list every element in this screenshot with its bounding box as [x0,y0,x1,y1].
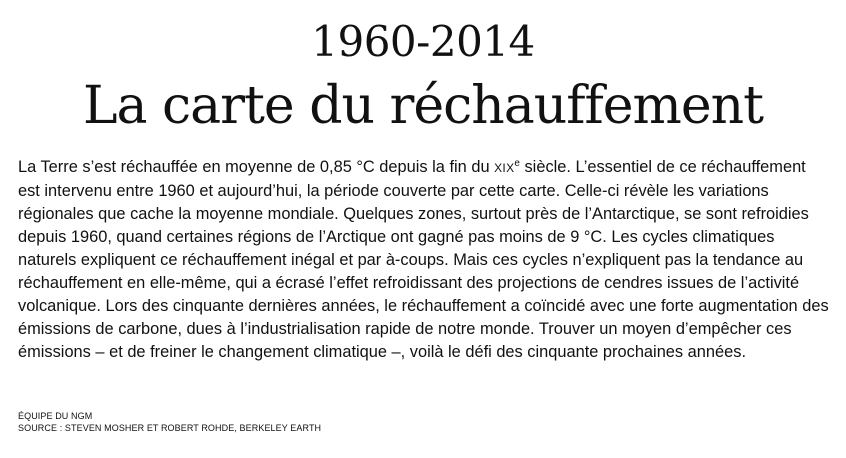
century-suffix: e [514,158,520,169]
credit-team: ÉQUIPE DU NGM [18,411,93,421]
credits-block [18,411,321,434]
century-roman-numeral: XIX [494,161,515,175]
article-body [18,156,830,364]
article-text-part-1: La Terre s’est réchauffée en moyenne de 0,85 °C depuis la fin du [18,158,495,176]
header-kicker-years: 1960-2014 [311,17,535,66]
page-title: La carte du réchauffement [82,76,764,136]
credit-source: SOURCE : STEVEN MOSHER ET ROBERT ROHDE, BERKELEY EARTH [18,422,322,433]
article-text-part-2: siècle. L’essentiel de ce réchauffement est intervenu entre 1960 et aujourd’hui, la période couverte par cette carte. Celle-ci révèle les variations régionales que cache la moyenne mondiale. Quelques zones, surtout près de l’Antarctique, se sont refroidies depuis 1960, quand certaines régions de l’Arctique ont gagné pas moins de 9 °C. Les cycles climatiques naturels expliquent ce réchauffement inégal et par à-coups. Mais ces cycles n’expliquent pas la tendance au réchauffement en elle-même, qui a écrasé l’effet refroidissant des projections de cendres issues de l’activité volcanique. Lors des cinquante dernières années, le réchauffement a coïncidé avec une forte augmentation des émissions de carbone, dues à l’industrialisation rapide de notre monde. Trouver un moyen d’empêcher ces émissions – et de freiner le changement climatique –, voilà le défi des cinquante prochaines années. [18,158,829,361]
